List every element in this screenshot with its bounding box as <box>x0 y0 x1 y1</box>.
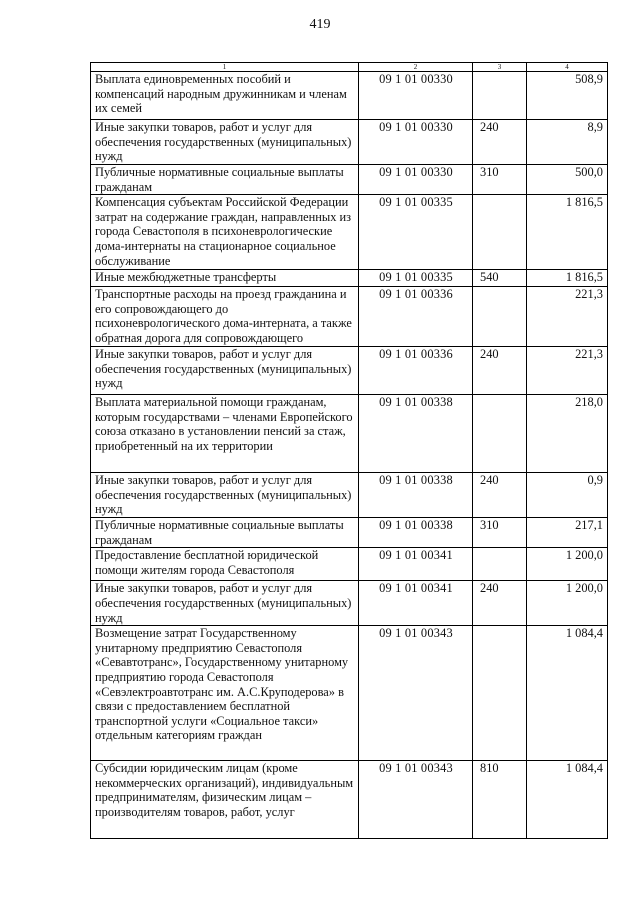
row-type: 240 <box>473 347 527 395</box>
row-type: 240 <box>473 120 527 165</box>
table-row <box>91 347 608 395</box>
row-name: Компенсация субъектам Российской Федерации затрат на содержание граждан, направленных из города Севастополя в психоневрологические дома-интернаты на стационарное социальное обслуживание <box>91 195 359 270</box>
row-code: 09 1 01 00343 <box>359 626 473 761</box>
row-name: Иные закупки товаров, работ и услуг для обеспечения государственных (муниципальных) нужд <box>91 120 359 165</box>
row-type: 310 <box>473 518 527 548</box>
row-code: 09 1 01 00335 <box>359 195 473 270</box>
row-name: Иные закупки товаров, работ и услуг для обеспечения государственных (муниципальных) нужд <box>91 581 359 626</box>
row-type <box>473 395 527 473</box>
row-amount: 8,9 <box>527 120 608 165</box>
row-code: 09 1 01 00338 <box>359 395 473 473</box>
row-code: 09 1 01 00338 <box>359 473 473 518</box>
row-type: 810 <box>473 761 527 839</box>
row-code: 09 1 01 00338 <box>359 518 473 548</box>
row-code: 09 1 01 00343 <box>359 761 473 839</box>
row-type: 310 <box>473 165 527 195</box>
table-row <box>91 395 608 473</box>
row-amount: 1 200,0 <box>527 581 608 626</box>
page-number: 419 <box>309 17 331 32</box>
table-row <box>91 473 608 518</box>
row-code: 09 1 01 00330 <box>359 72 473 120</box>
budget-table <box>90 62 608 839</box>
row-amount: 221,3 <box>527 287 608 347</box>
table-row <box>91 195 608 270</box>
table-row <box>91 761 608 839</box>
row-name: Иные межбюджетные трансферты <box>91 270 359 287</box>
row-type <box>473 72 527 120</box>
row-type <box>473 626 527 761</box>
row-amount: 0,9 <box>527 473 608 518</box>
row-name: Публичные нормативные социальные выплаты гражданам <box>91 518 359 548</box>
row-amount: 1 816,5 <box>527 195 608 270</box>
row-type: 540 <box>473 270 527 287</box>
row-amount: 218,0 <box>527 395 608 473</box>
row-amount: 217,1 <box>527 518 608 548</box>
header-col-4: 4 <box>527 63 608 72</box>
row-name: Транспортные расходы на проезд гражданина и его сопровождающего до психоневрологического дома-интерната, а также обратная дорога для сопровождающего <box>91 287 359 347</box>
table-row <box>91 548 608 581</box>
row-type <box>473 548 527 581</box>
row-name: Выплата единовременных пособий и компенсаций народным дружинникам и членам их семей <box>91 72 359 120</box>
table-row <box>91 120 608 165</box>
table-row <box>91 270 608 287</box>
header-col-3: 3 <box>473 63 527 72</box>
row-code: 09 1 01 00330 <box>359 120 473 165</box>
table-header-row <box>91 63 608 72</box>
row-name: Публичные нормативные социальные выплаты гражданам <box>91 165 359 195</box>
row-name: Возмещение затрат Государственному унитарному предприятию Севастополя «Севавтотранс», Государственному унитарному предприятию города Севастополя «Севэлектроавтотранс им. А.С.Круподерова» в связи с предоставлением бесплатной транспортной услуги «Социальное такси» отдельным категориям граждан <box>91 626 359 761</box>
row-name: Предоставление бесплатной юридической помощи жителям города Севастополя <box>91 548 359 581</box>
header-col-2: 2 <box>359 63 473 72</box>
row-amount: 221,3 <box>527 347 608 395</box>
row-amount: 1 084,4 <box>527 626 608 761</box>
row-amount: 1 084,4 <box>527 761 608 839</box>
table-row <box>91 626 608 761</box>
row-type <box>473 287 527 347</box>
row-name: Субсидии юридическим лицам (кроме некоммерческих организаций), индивидуальным предпринимателям, физическим лицам – производителям товаров, работ, услуг <box>91 761 359 839</box>
table-row <box>91 287 608 347</box>
row-code: 09 1 01 00341 <box>359 548 473 581</box>
table-row <box>91 581 608 626</box>
row-code: 09 1 01 00341 <box>359 581 473 626</box>
row-code: 09 1 01 00335 <box>359 270 473 287</box>
table-row <box>91 518 608 548</box>
row-amount: 1 200,0 <box>527 548 608 581</box>
row-name: Иные закупки товаров, работ и услуг для обеспечения государственных (муниципальных) нужд <box>91 347 359 395</box>
row-name: Выплата материальной помощи гражданам, которым государствами – членами Европейского союза отказано в установлении пенсий за стаж, приобретенный на их территории <box>91 395 359 473</box>
row-type <box>473 195 527 270</box>
row-name: Иные закупки товаров, работ и услуг для обеспечения государственных (муниципальных) нужд <box>91 473 359 518</box>
row-code: 09 1 01 00336 <box>359 287 473 347</box>
row-amount: 500,0 <box>527 165 608 195</box>
header-col-1: 1 <box>91 63 359 72</box>
row-type: 240 <box>473 581 527 626</box>
table-row <box>91 165 608 195</box>
row-amount: 1 816,5 <box>527 270 608 287</box>
table-row <box>91 72 608 120</box>
row-type: 240 <box>473 473 527 518</box>
row-code: 09 1 01 00336 <box>359 347 473 395</box>
row-code: 09 1 01 00330 <box>359 165 473 195</box>
row-amount: 508,9 <box>527 72 608 120</box>
